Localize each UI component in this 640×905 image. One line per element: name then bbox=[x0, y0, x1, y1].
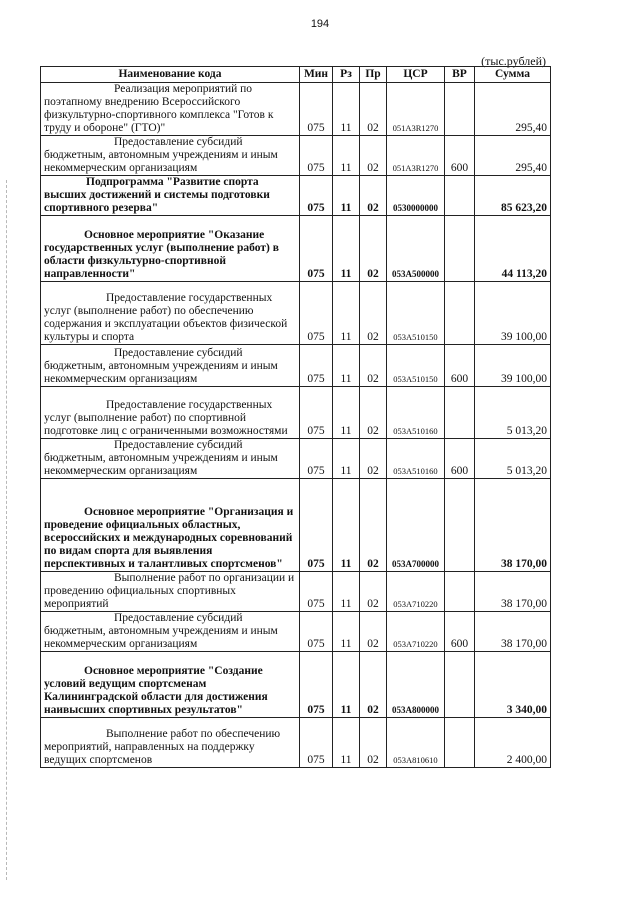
row-csr: 053A800000 bbox=[387, 652, 445, 718]
row-name: Основное мероприятие "Организация и проведение официальных областных, всероссийских и международных соревнований по видам спорта для выявления перспективных и талантливых спортсменов" bbox=[41, 479, 300, 572]
table-row bbox=[41, 136, 551, 176]
row-vr bbox=[445, 83, 475, 136]
table-row bbox=[41, 479, 551, 572]
row-min: 075 bbox=[300, 176, 333, 216]
row-rz: 11 bbox=[333, 216, 360, 282]
row-vr: 600 bbox=[445, 345, 475, 387]
row-pr: 02 bbox=[360, 439, 387, 479]
row-vr bbox=[445, 387, 475, 439]
row-sum: 38 170,00 bbox=[475, 479, 551, 572]
row-sum: 295,40 bbox=[475, 83, 551, 136]
row-csr: 0530000000 bbox=[387, 176, 445, 216]
row-pr: 02 bbox=[360, 345, 387, 387]
row-vr bbox=[445, 479, 475, 572]
row-min: 075 bbox=[300, 282, 333, 345]
row-min: 075 bbox=[300, 479, 333, 572]
row-pr: 02 bbox=[360, 282, 387, 345]
budget-table bbox=[40, 66, 551, 768]
table-row bbox=[41, 176, 551, 216]
header-csr: ЦСР bbox=[387, 67, 445, 83]
row-rz: 11 bbox=[333, 572, 360, 612]
row-rz: 11 bbox=[333, 282, 360, 345]
row-csr: 051A3R1270 bbox=[387, 83, 445, 136]
row-name: Выполнение работ по организации и проведению официальных спортивных мероприятий bbox=[41, 572, 300, 612]
row-csr: 053A510150 bbox=[387, 345, 445, 387]
row-pr: 02 bbox=[360, 136, 387, 176]
row-name: Предоставление субсидий бюджетным, автономным учреждениям и иным некоммерческим организациям bbox=[41, 345, 300, 387]
row-csr: 053A510160 bbox=[387, 439, 445, 479]
header-min: Мин bbox=[300, 67, 333, 83]
row-csr: 053A510160 bbox=[387, 387, 445, 439]
row-vr bbox=[445, 282, 475, 345]
table-header-row bbox=[41, 67, 551, 83]
row-vr: 600 bbox=[445, 136, 475, 176]
row-rz: 11 bbox=[333, 652, 360, 718]
row-vr bbox=[445, 572, 475, 612]
row-min: 075 bbox=[300, 652, 333, 718]
row-csr: 053A510150 bbox=[387, 282, 445, 345]
row-min: 075 bbox=[300, 136, 333, 176]
row-pr: 02 bbox=[360, 479, 387, 572]
row-min: 075 bbox=[300, 387, 333, 439]
row-vr: 600 bbox=[445, 439, 475, 479]
row-sum: 2 400,00 bbox=[475, 718, 551, 768]
row-pr: 02 bbox=[360, 572, 387, 612]
row-sum: 38 170,00 bbox=[475, 572, 551, 612]
table-row bbox=[41, 612, 551, 652]
row-rz: 11 bbox=[333, 83, 360, 136]
table-row bbox=[41, 439, 551, 479]
row-csr: 053A810610 bbox=[387, 718, 445, 768]
header-rz: Рз bbox=[333, 67, 360, 83]
header-sum: Сумма bbox=[475, 67, 551, 83]
row-pr: 02 bbox=[360, 176, 387, 216]
row-name: Основное мероприятие "Оказание государственных услуг (выполнение работ) в области физкультурно-спортивной направленности" bbox=[41, 216, 300, 282]
row-rz: 11 bbox=[333, 612, 360, 652]
row-name: Реализация мероприятий по поэтапному внедрению Всероссийского физкультурно-спортивного комплекса "Готов к труду и обороне" (ГТО)" bbox=[41, 83, 300, 136]
row-rz: 11 bbox=[333, 136, 360, 176]
row-name: Предоставление субсидий бюджетным, автономным учреждениям и иным некоммерческим организациям bbox=[41, 136, 300, 176]
row-name: Предоставление государственных услуг (выполнение работ) по обеспечению содержания и эксплуатации объектов физической культуры и спорта bbox=[41, 282, 300, 345]
row-name: Предоставление государственных услуг (выполнение работ) по спортивной подготовке лиц с ограниченными возможностями bbox=[41, 387, 300, 439]
row-vr bbox=[445, 216, 475, 282]
row-pr: 02 bbox=[360, 216, 387, 282]
row-name: Подпрограмма "Развитие спорта высших достижений и системы подготовки спортивного резерва" bbox=[41, 176, 300, 216]
row-name: Выполнение работ по обеспечению мероприятий, направленных на поддержку ведущих спортсменов bbox=[41, 718, 300, 768]
header-vr: ВР bbox=[445, 67, 475, 83]
row-pr: 02 bbox=[360, 652, 387, 718]
header-name: Наименование кода bbox=[41, 67, 300, 83]
units-note: (тыс.рублей) bbox=[481, 54, 546, 68]
row-sum: 3 340,00 bbox=[475, 652, 551, 718]
row-sum: 5 013,20 bbox=[475, 439, 551, 479]
table-row bbox=[41, 83, 551, 136]
table-row bbox=[41, 572, 551, 612]
row-sum: 85 623,20 bbox=[475, 176, 551, 216]
row-rz: 11 bbox=[333, 345, 360, 387]
header-pr: Пр bbox=[360, 67, 387, 83]
row-pr: 02 bbox=[360, 718, 387, 768]
row-min: 075 bbox=[300, 718, 333, 768]
row-min: 075 bbox=[300, 612, 333, 652]
row-sum: 38 170,00 bbox=[475, 612, 551, 652]
table-row bbox=[41, 652, 551, 718]
row-sum: 39 100,00 bbox=[475, 282, 551, 345]
row-rz: 11 bbox=[333, 387, 360, 439]
row-rz: 11 bbox=[333, 176, 360, 216]
row-csr: 053A710220 bbox=[387, 612, 445, 652]
row-vr bbox=[445, 718, 475, 768]
row-sum: 5 013,20 bbox=[475, 387, 551, 439]
row-pr: 02 bbox=[360, 612, 387, 652]
row-rz: 11 bbox=[333, 479, 360, 572]
row-name: Основное мероприятие "Создание условий ведущим спортсменам Калининградской области для достижения наивысших спортивных результатов" bbox=[41, 652, 300, 718]
row-vr bbox=[445, 652, 475, 718]
table-row bbox=[41, 345, 551, 387]
table-row bbox=[41, 216, 551, 282]
row-csr: 053A500000 bbox=[387, 216, 445, 282]
row-rz: 11 bbox=[333, 718, 360, 768]
scan-margin-line bbox=[6, 180, 7, 880]
row-min: 075 bbox=[300, 439, 333, 479]
row-vr bbox=[445, 176, 475, 216]
row-name: Предоставление субсидий бюджетным, автономным учреждениям и иным некоммерческим организациям bbox=[41, 612, 300, 652]
row-rz: 11 bbox=[333, 439, 360, 479]
row-sum: 39 100,00 bbox=[475, 345, 551, 387]
row-sum: 295,40 bbox=[475, 136, 551, 176]
row-min: 075 bbox=[300, 572, 333, 612]
row-csr: 051A3R1270 bbox=[387, 136, 445, 176]
row-name: Предоставление субсидий бюджетным, автономным учреждениям и иным некоммерческим организациям bbox=[41, 439, 300, 479]
table-row bbox=[41, 718, 551, 768]
table-row bbox=[41, 387, 551, 439]
row-sum: 44 113,20 bbox=[475, 216, 551, 282]
row-pr: 02 bbox=[360, 387, 387, 439]
row-vr: 600 bbox=[445, 612, 475, 652]
table-row bbox=[41, 282, 551, 345]
row-csr: 053A710220 bbox=[387, 572, 445, 612]
page-number: 194 bbox=[310, 18, 330, 30]
row-csr: 053A700000 bbox=[387, 479, 445, 572]
row-min: 075 bbox=[300, 216, 333, 282]
row-min: 075 bbox=[300, 345, 333, 387]
row-pr: 02 bbox=[360, 83, 387, 136]
row-min: 075 bbox=[300, 83, 333, 136]
